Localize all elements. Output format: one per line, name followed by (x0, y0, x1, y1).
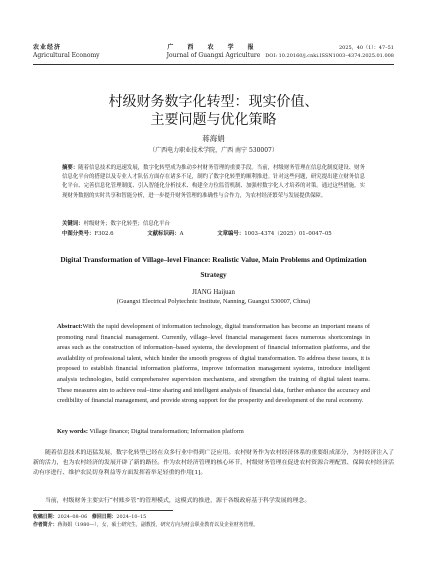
title-en-line1: Digital Transformation of Village–level Finance: Realistic Value, Main Problems and Optimization (60, 255, 367, 264)
keywords-en-text: Village finance; Digital transformation; Information platform (89, 428, 244, 435)
title-en-line2: Strategy (200, 270, 227, 279)
abstract-en-label: Abstract: (57, 323, 83, 330)
issue-info: 2025，40（1）：47–51 (339, 45, 394, 51)
keywords-cn-label: 关键词： (62, 221, 84, 227)
abstract-cn-label: 摘要： (62, 165, 79, 171)
affiliation-cn: （广西电力职业技术学院，广西 南宁 530007） (149, 147, 278, 154)
author-en: JIANG Haijuan (192, 289, 235, 296)
title-cn-line2: 主要问题与优化策略 (150, 112, 277, 128)
author-bio-label: 作者简介： (33, 522, 58, 528)
abstract-en-text: With the rapid development of information technology, digital transformation has become an important means of promoting rural financial management. Currently, village–level financial management faces numerous shortcomings in areas such as the construction of information–based systems, the development of financial information platforms, and the availability of professional talent, which hinder the smooth progress of digital transformation. To address these issues, it is proposed to establish financial information platforms, improve information management systems, introduce intelligent analysis technologies, build comprehensive supervision mechanisms, and strengthen the training of digital talent teams. These measures aim to achieve real–time sharing and intelligent analysis of financial data, further enhance the accuracy and credibility of financial management, and provide strong support for the prosperity and development of the rural economy. (57, 323, 370, 405)
clc-value: F302.6 (94, 231, 114, 237)
keywords-cn-text: 村级财务；数字化转型；信息化平台 (83, 221, 170, 227)
footnote-divider (33, 510, 173, 511)
clc (62, 231, 130, 237)
abstract-en (57, 322, 370, 407)
section-name-cn: 农业经济 (33, 44, 62, 51)
affiliation-en: (Guangxi Electrical Polytechnic Institute, Nanning, Guangxi 530007, China) (116, 298, 311, 305)
footnote-dates (33, 513, 394, 521)
journal-name-en: Journal of Guangxi Agriculture (166, 52, 261, 59)
keywords-en (57, 428, 370, 435)
received-label: 收稿日期： (33, 514, 58, 520)
author-bio: 蒋海娟（1980—），女，硕士研究生，副教授，研究方向为财会职业教育以及企业财务管理。 (57, 522, 259, 528)
running-header (33, 44, 394, 66)
keywords-en-label: Key words: (57, 428, 88, 435)
article-number (217, 231, 347, 237)
author-cn: 蒋海娟 (202, 134, 225, 143)
revised-label: 修回日期： (91, 514, 117, 520)
article-title-en (50, 252, 377, 282)
clc-label: 中图分类号： (62, 231, 95, 237)
doc-code-value: A (179, 231, 184, 237)
classification-line (62, 230, 365, 239)
header-citation (265, 44, 394, 60)
article-no-value: 1003–4374（2025）01–0047–05 (244, 231, 332, 237)
section-name-en: Agricultural Economy (33, 52, 100, 59)
keywords-cn (62, 220, 365, 229)
title-cn-line1: 村级财务数字化转型：现实价值、 (108, 94, 319, 110)
article-title-cn (40, 93, 387, 129)
document-code (147, 231, 199, 237)
header-divider (33, 64, 394, 65)
body-paragraph-2: 当前，村级财务主要实行“村账乡管”的管理模式，这模式的推进，源于各级政府基于科学发展的理念。 (45, 498, 311, 504)
abstract-cn (62, 164, 365, 201)
header-journal-name (153, 44, 274, 60)
revised-date: 2024–10–15 (116, 514, 147, 520)
received-date: 2024–08–06 (57, 514, 88, 520)
body-paragraph-1: 随着信息技术的迅猛发展，数字化转型已经在众多行业中得到广泛应用。农村财务作为农村经济体系的重要组成部分，为村经济注入了新的活力，也为农村经济的发展开辟了新的路径。作为农村经济管理的核心环节，村级财务管理在促进农村资源合理配置、保障农村经济活动有序进行、维护农民切身利益等方面发挥着举足轻重的作用[1]。 (33, 450, 394, 476)
header-section-name (33, 44, 100, 60)
footnote-author (33, 521, 394, 529)
footnote (33, 513, 394, 529)
doc-code-label: 文献标识码： (147, 231, 180, 237)
article-no-label: 文章编号： (217, 231, 245, 237)
abstract-cn-text: 随着信息技术的迅速发展，数字化转型成为推动乡村财务管理的重要手段。当前，村级财务管理在信息化制度建设、财务信息化平台的搭建以及专业人才队伍方面存在诸多不足，制约了数字化转型的顺利推进。针对这些问题，研究提出建立财务信息化平台、完善信息化管理制度、引入智能化分析技术、构建全方位监管机制、加强村数字化人才培养的对策。通过这些措施，实现财务数据的实时共享和智能分析，进一步提升财务管理的准确性与合作力，为农村经济繁荣与发展提供保障。 (62, 165, 365, 199)
journal-name-cn: 广 西 农 学 报 (167, 44, 260, 51)
doi-link[interactable]: DOI: 10.20160/j.cnki.ISSN1003–4374.2025.01.008 (265, 53, 394, 59)
